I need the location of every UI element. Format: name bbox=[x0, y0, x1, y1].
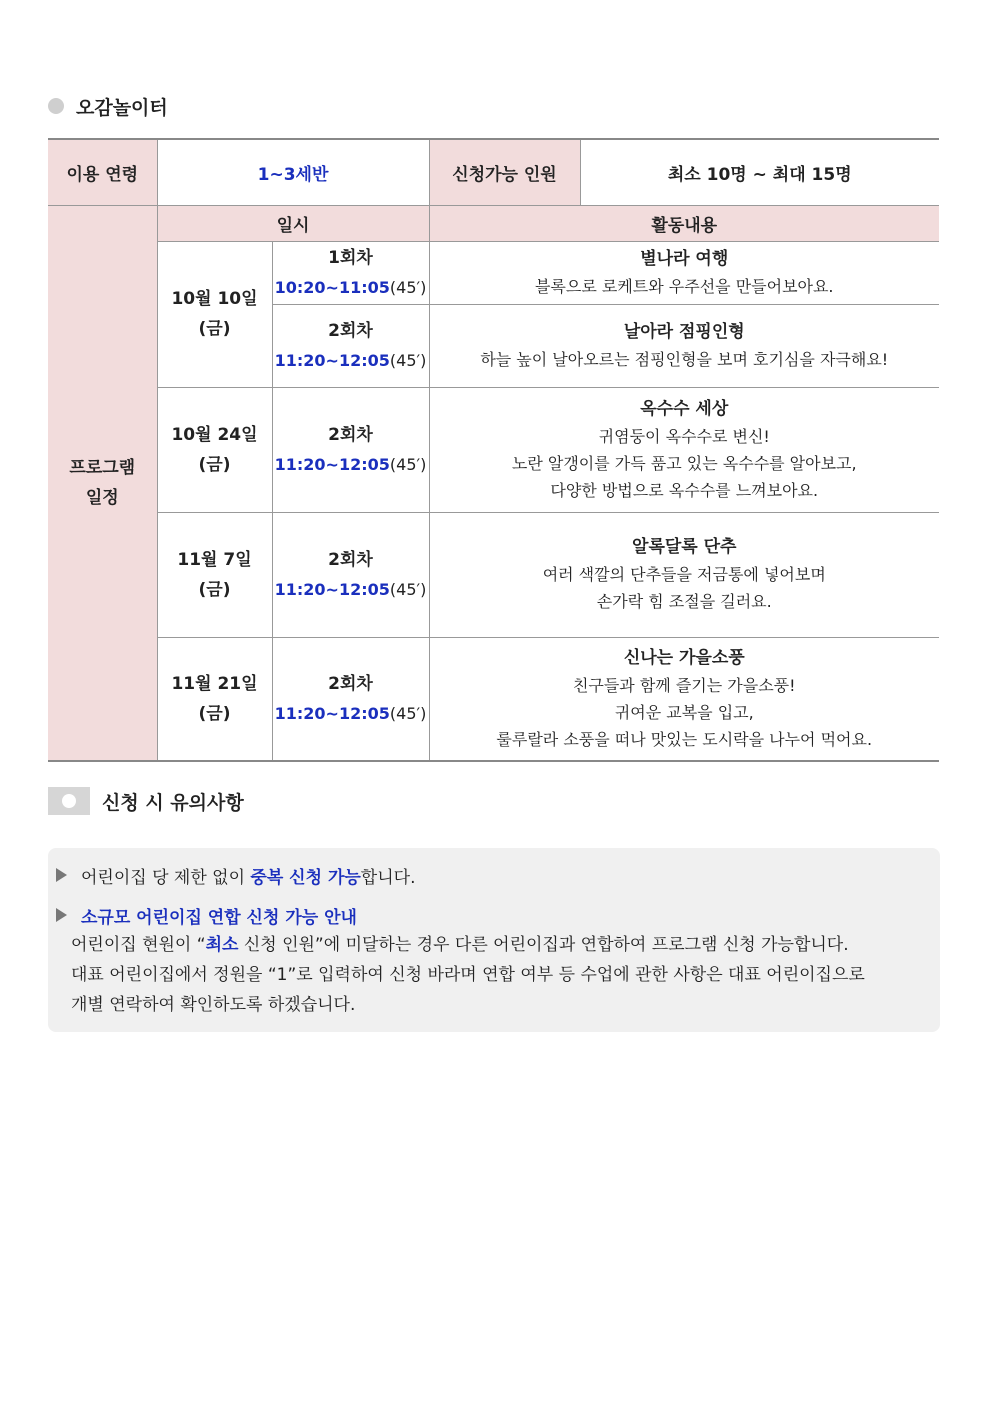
age-value: 1~3세반 bbox=[157, 139, 429, 205]
activity-line: 하늘 높이 날아오르는 점핑인형을 보며 호기심을 자극해요! bbox=[480, 349, 889, 369]
notice-line: 개별 연락하여 확인하도록 하겠습니다. bbox=[71, 995, 356, 1015]
notice-item-2-body bbox=[56, 930, 932, 1020]
session-time: 10:20~11:05(45′) bbox=[274, 277, 427, 297]
activity-line: 룰루랄라 소풍을 떠나 맛있는 도시락을 나누어 먹어요. bbox=[496, 729, 873, 749]
date-cell bbox=[157, 637, 272, 761]
date-cell bbox=[157, 387, 272, 512]
section-title bbox=[48, 92, 168, 120]
session-time: 11:20~12:05(45′) bbox=[274, 579, 427, 599]
activity-title: 날아라 점핑인형 bbox=[623, 321, 745, 342]
info-row bbox=[48, 139, 939, 205]
session-number: 1회차 bbox=[328, 247, 373, 268]
day: (금) bbox=[198, 454, 231, 475]
date: 11월 7일 bbox=[177, 549, 252, 570]
session-cell bbox=[272, 304, 429, 387]
circle-bullet-icon bbox=[48, 98, 64, 114]
activity-line: 다양한 방법으로 옥수수를 느껴보아요. bbox=[550, 480, 819, 500]
schedule-label-line1: 프로그램 bbox=[69, 457, 136, 478]
session-time: 11:20~12:05(45′) bbox=[274, 703, 427, 723]
capacity-label: 신청가능 인원 bbox=[429, 139, 580, 205]
session-cell bbox=[272, 241, 429, 304]
activity-title: 알록달록 단추 bbox=[632, 537, 737, 557]
notice-item-1 bbox=[56, 860, 932, 890]
notice-item-2-title: 소규모 어린이집 연합 신청 가능 안내 bbox=[81, 907, 357, 928]
table-row bbox=[48, 241, 939, 304]
table-row bbox=[48, 637, 939, 761]
day: (금) bbox=[198, 319, 231, 339]
triangle-bullet-icon bbox=[56, 868, 67, 882]
col-activity: 활동내용 bbox=[429, 205, 939, 241]
section-title-text: 오감놀이터 bbox=[76, 96, 168, 119]
activity-title: 별나라 여행 bbox=[640, 248, 729, 269]
activity-cell bbox=[429, 512, 939, 637]
date: 10월 10일 bbox=[171, 289, 258, 309]
session-cell bbox=[272, 637, 429, 761]
date-cell bbox=[157, 512, 272, 637]
notice-item-1-text: 어린이집 당 제한 없이 중복 신청 가능합니다. bbox=[81, 867, 416, 888]
schedule-header-row bbox=[48, 205, 939, 241]
capacity-value: 최소 10명 ~ 최대 15명 bbox=[580, 139, 939, 205]
day: (금) bbox=[198, 703, 231, 724]
activity-cell bbox=[429, 304, 939, 387]
day: (금) bbox=[198, 579, 231, 600]
schedule-label bbox=[48, 205, 157, 761]
notice-bullet-icon bbox=[48, 787, 90, 815]
notice-line: 대표 어린이집에서 정원을 “1”로 입력하여 신청 바라며 연합 여부 등 수업에 관한 사항은 대표 어린이집으로 bbox=[71, 965, 865, 985]
program-table bbox=[48, 138, 939, 762]
session-time: 11:20~12:05(45′) bbox=[274, 350, 427, 370]
session-number: 2회차 bbox=[328, 320, 373, 341]
session-cell bbox=[272, 387, 429, 512]
activity-title: 옥수수 세상 bbox=[640, 398, 729, 419]
age-label: 이용 연령 bbox=[48, 139, 157, 205]
date: 11월 21일 bbox=[171, 673, 258, 694]
activity-cell bbox=[429, 637, 939, 761]
col-datetime: 일시 bbox=[157, 205, 429, 241]
activity-line: 귀염둥이 옥수수로 변신! bbox=[598, 426, 770, 446]
activity-cell bbox=[429, 241, 939, 304]
notice-title-text: 신청 시 유의사항 bbox=[102, 791, 244, 814]
activity-line: 친구들과 함께 즐기는 가을소풍! bbox=[572, 675, 796, 695]
activity-cell bbox=[429, 387, 939, 512]
activity-line: 노란 알갱이를 가득 품고 있는 옥수수를 알아보고, bbox=[511, 453, 857, 473]
session-number: 2회차 bbox=[328, 549, 373, 570]
table-row bbox=[48, 512, 939, 637]
notice-item-2 bbox=[56, 900, 932, 930]
activity-line: 손가락 힘 조절을 길러요. bbox=[596, 592, 772, 611]
activity-line: 여러 색깔의 단추들을 저금통에 넣어보며 bbox=[542, 565, 826, 584]
notice-line: 어린이집 현원이 “최소 신청 인원”에 미달하는 경우 다른 어린이집과 연합하여 프로그램 신청 가능합니다. bbox=[71, 935, 849, 955]
schedule-label-line2: 일정 bbox=[85, 487, 119, 508]
table-row bbox=[48, 387, 939, 512]
session-cell bbox=[272, 512, 429, 637]
date-cell bbox=[157, 241, 272, 387]
date: 10월 24일 bbox=[171, 424, 258, 445]
session-time: 11:20~12:05(45′) bbox=[274, 454, 427, 474]
triangle-bullet-icon bbox=[56, 908, 67, 922]
notice-box bbox=[48, 848, 940, 1032]
activity-line: 블록으로 로케트와 우주선을 만들어보아요. bbox=[534, 276, 834, 296]
activity-line: 귀여운 교복을 입고, bbox=[614, 702, 754, 722]
session-number: 2회차 bbox=[328, 424, 373, 445]
notice-title bbox=[48, 786, 244, 816]
session-number: 2회차 bbox=[328, 673, 373, 694]
activity-title: 신나는 가을소풍 bbox=[623, 647, 745, 668]
